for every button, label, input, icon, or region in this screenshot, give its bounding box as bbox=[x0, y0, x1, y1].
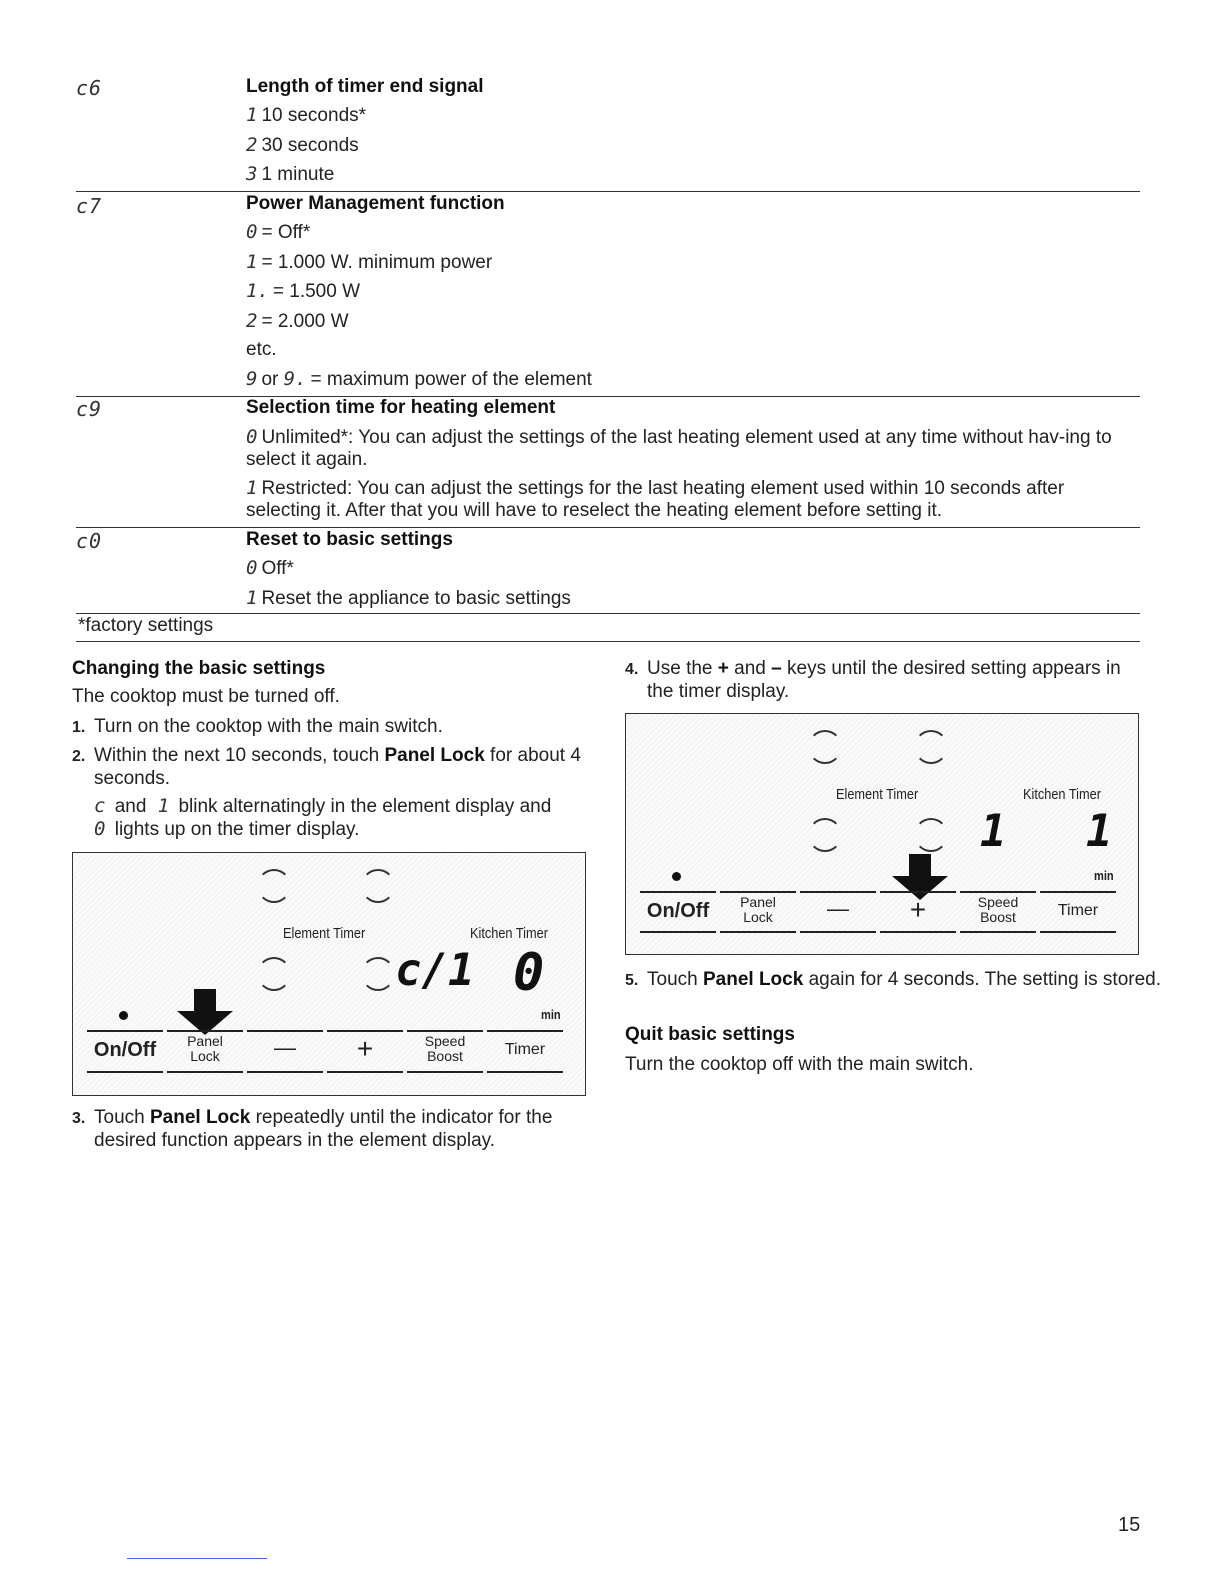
burner-indicator bbox=[257, 869, 291, 903]
setting-option bbox=[246, 221, 310, 244]
step-text: blink alternatingly in the element display and bbox=[178, 796, 552, 817]
footnote: *factory settings bbox=[78, 615, 214, 636]
power-indicator-dot bbox=[119, 1011, 128, 1020]
minus-key[interactable]: — bbox=[274, 1035, 296, 1060]
option-text: 1 minute bbox=[261, 164, 335, 185]
option-code: 1 bbox=[246, 251, 258, 273]
key-divider bbox=[407, 1030, 483, 1032]
option-text: etc. bbox=[246, 339, 277, 360]
element-display: c/1 bbox=[395, 945, 475, 996]
setting-option bbox=[246, 557, 294, 580]
key-divider bbox=[87, 1071, 163, 1073]
burner-indicator bbox=[808, 818, 842, 852]
burner-indicator bbox=[361, 869, 395, 903]
setting-option bbox=[246, 280, 360, 303]
setting-option bbox=[246, 251, 492, 274]
key-divider bbox=[327, 1030, 403, 1032]
step-text: keys until the desired setting appears in the timer display. bbox=[647, 658, 1121, 702]
key-divider bbox=[960, 891, 1036, 893]
step-bold: Panel Lock bbox=[384, 745, 485, 766]
option-text: or bbox=[261, 369, 279, 390]
key-divider bbox=[167, 1071, 243, 1073]
burner-indicator bbox=[808, 730, 842, 764]
setting-title: Reset to basic settings bbox=[246, 529, 453, 550]
setting-option bbox=[246, 310, 349, 333]
setting-code: c7 bbox=[76, 194, 103, 218]
key-divider bbox=[407, 1071, 483, 1073]
key-label: Panel bbox=[740, 894, 776, 910]
setting-code: c0 bbox=[76, 529, 103, 553]
option-text: = 1.500 W bbox=[272, 281, 361, 302]
key-divider bbox=[960, 931, 1036, 933]
step-text: Touch bbox=[94, 1107, 150, 1128]
option-text: = Off* bbox=[261, 222, 311, 243]
burner-indicator bbox=[257, 957, 291, 991]
burner-indicator bbox=[914, 730, 948, 764]
key-label: Speed bbox=[424, 1033, 466, 1049]
step-text: and bbox=[728, 658, 772, 679]
step-2 bbox=[72, 745, 614, 790]
on-off-key[interactable]: On/Off bbox=[646, 900, 710, 922]
speed-boost-key[interactable] bbox=[407, 1034, 483, 1064]
minus-key[interactable]: — bbox=[827, 896, 849, 921]
option-code: 1 bbox=[246, 104, 258, 126]
step-number: 1. bbox=[72, 719, 86, 736]
key-divider bbox=[87, 1030, 163, 1032]
option-text: Reset the appliance to basic settings bbox=[261, 588, 571, 609]
panel-lock-key[interactable] bbox=[167, 1034, 243, 1064]
setting-code: c9 bbox=[76, 397, 103, 421]
setting-option bbox=[246, 134, 359, 157]
setting-row-c7 bbox=[76, 192, 1140, 392]
step-text: Use the bbox=[647, 658, 718, 679]
step-text: Within the next 10 seconds, touch bbox=[94, 745, 385, 766]
step-4 bbox=[625, 658, 1147, 703]
step-text: Turn on the cooktop with the main switch. bbox=[94, 716, 443, 737]
step-bold: Panel Lock bbox=[149, 1107, 251, 1128]
setting-title: Selection time for heating element bbox=[246, 397, 556, 418]
footer-rule bbox=[127, 1558, 267, 1559]
step-text: lights up on the timer display. bbox=[114, 819, 360, 840]
key-label: Speed bbox=[977, 894, 1019, 910]
element-display: 1 bbox=[980, 806, 1007, 857]
plus-key[interactable]: + bbox=[909, 894, 927, 925]
option-code: 1 bbox=[246, 587, 258, 609]
control-panel-figure-1 bbox=[72, 852, 586, 1096]
kitchen-timer-label: Kitchen Timer bbox=[1023, 786, 1101, 803]
key-divider bbox=[1040, 891, 1116, 893]
option-code: 2 bbox=[246, 134, 258, 156]
setting-option bbox=[246, 104, 366, 127]
setting-row-c9 bbox=[76, 397, 1140, 525]
key-divider bbox=[247, 1071, 323, 1073]
step-number: 3. bbox=[72, 1110, 86, 1127]
key-divider bbox=[487, 1071, 563, 1073]
option-text: = maximum power of the element bbox=[310, 369, 592, 390]
setting-row-c6 bbox=[76, 74, 1140, 186]
section-heading: Changing the basic settings bbox=[72, 658, 326, 679]
kitchen-timer-label: Kitchen Timer bbox=[470, 925, 548, 942]
burner-indicator bbox=[914, 818, 948, 852]
key-divider bbox=[640, 891, 716, 893]
option-code: 9. bbox=[283, 368, 307, 390]
section-heading: Quit basic settings bbox=[625, 1024, 795, 1045]
step-bold: Panel Lock bbox=[702, 969, 804, 990]
option-code: 3 bbox=[246, 163, 258, 185]
key-label: Lock bbox=[743, 909, 773, 925]
row-divider bbox=[76, 641, 1140, 642]
min-label: min bbox=[541, 1007, 561, 1022]
key-divider bbox=[327, 1071, 403, 1073]
plus-symbol: + bbox=[717, 658, 729, 679]
option-code: 1 bbox=[246, 477, 258, 499]
option-text: Off* bbox=[261, 558, 294, 579]
step-number: 5. bbox=[625, 972, 639, 989]
key-divider bbox=[720, 931, 796, 933]
step-text: again for 4 seconds. The setting is stored. bbox=[803, 969, 1162, 990]
page-number: 15 bbox=[1118, 1514, 1141, 1536]
element-timer-label: Element Timer bbox=[283, 925, 366, 942]
step-3 bbox=[72, 1107, 614, 1152]
option-code: 1 bbox=[157, 795, 170, 817]
key-divider bbox=[487, 1030, 563, 1032]
option-code: 0 bbox=[246, 426, 258, 448]
step-text: for about 4 seconds. bbox=[94, 745, 581, 789]
option-text: 10 seconds* bbox=[261, 105, 367, 126]
step-text: and bbox=[114, 796, 147, 817]
option-text: = 2.000 W bbox=[261, 311, 349, 332]
timer-key[interactable]: Timer bbox=[1057, 902, 1099, 919]
step-number: 2. bbox=[72, 748, 86, 765]
setting-option bbox=[246, 426, 1140, 471]
option-code: 0 bbox=[246, 221, 258, 243]
key-label: Panel bbox=[187, 1033, 223, 1049]
option-code: 0 bbox=[94, 818, 106, 840]
option-code: 9 bbox=[246, 368, 258, 390]
min-label: min bbox=[1094, 868, 1114, 883]
setting-option bbox=[246, 587, 571, 610]
setting-option bbox=[246, 339, 277, 361]
setting-option bbox=[246, 163, 334, 186]
setting-option bbox=[246, 477, 1140, 522]
setting-title: Length of timer end signal bbox=[246, 76, 484, 97]
intro-text: The cooktop must be turned off. bbox=[72, 686, 340, 707]
option-code: 2 bbox=[246, 310, 258, 332]
element-timer-label: Element Timer bbox=[836, 786, 919, 803]
key-divider bbox=[247, 1030, 323, 1032]
option-code: c bbox=[94, 795, 106, 817]
option-text: 30 seconds bbox=[261, 135, 359, 156]
plus-key[interactable]: + bbox=[356, 1033, 374, 1064]
key-divider bbox=[880, 891, 956, 893]
key-divider bbox=[720, 891, 796, 893]
setting-title: Power Management function bbox=[246, 193, 505, 214]
key-divider bbox=[880, 931, 956, 933]
timer-key[interactable]: Timer bbox=[504, 1041, 546, 1058]
option-text: Restricted: You can adjust the settings for the last heating element used within 10 seconds after selecting it. After that you will have to reselect the heating element before setting it. bbox=[246, 478, 1065, 521]
key-divider bbox=[800, 931, 876, 933]
control-panel-figure-2 bbox=[625, 713, 1139, 955]
setting-option bbox=[246, 368, 592, 391]
step-2-note bbox=[94, 795, 594, 841]
key-divider bbox=[800, 891, 876, 893]
step-number: 4. bbox=[625, 661, 639, 678]
key-divider bbox=[1040, 931, 1116, 933]
on-off-key[interactable]: On/Off bbox=[93, 1039, 157, 1061]
option-code: 0 bbox=[246, 557, 258, 579]
option-text: Unlimited*: You can adjust the settings of the last heating element used at any time without hav-ing to select it again. bbox=[246, 427, 1112, 470]
step-text: Touch bbox=[647, 969, 703, 990]
option-code: 1. bbox=[246, 280, 269, 302]
option-text: = 1.000 W. minimum power bbox=[261, 252, 493, 273]
key-divider bbox=[640, 931, 716, 933]
key-label: Lock bbox=[190, 1048, 220, 1064]
key-label: Boost bbox=[427, 1048, 463, 1064]
step-5 bbox=[625, 969, 1167, 992]
panel-lock-key[interactable] bbox=[720, 895, 796, 925]
timer-display: 1 bbox=[1086, 806, 1113, 857]
key-label: Boost bbox=[980, 909, 1016, 925]
step-1 bbox=[72, 716, 592, 739]
power-indicator-dot bbox=[672, 872, 681, 881]
quit-text: Turn the cooktop off with the main switch. bbox=[625, 1054, 974, 1075]
burner-indicator bbox=[361, 957, 395, 991]
minus-symbol: – bbox=[771, 658, 782, 679]
row-divider bbox=[76, 613, 1140, 614]
timer-display: 0 bbox=[513, 943, 545, 1003]
setting-row-c0 bbox=[76, 528, 1140, 612]
speed-boost-key[interactable] bbox=[960, 895, 1036, 925]
step-text: repeatedly until the indicator for the desired function appears in the element display. bbox=[94, 1107, 553, 1151]
key-divider bbox=[167, 1030, 243, 1032]
setting-code: c6 bbox=[76, 76, 103, 100]
down-arrow-icon bbox=[177, 989, 233, 1035]
